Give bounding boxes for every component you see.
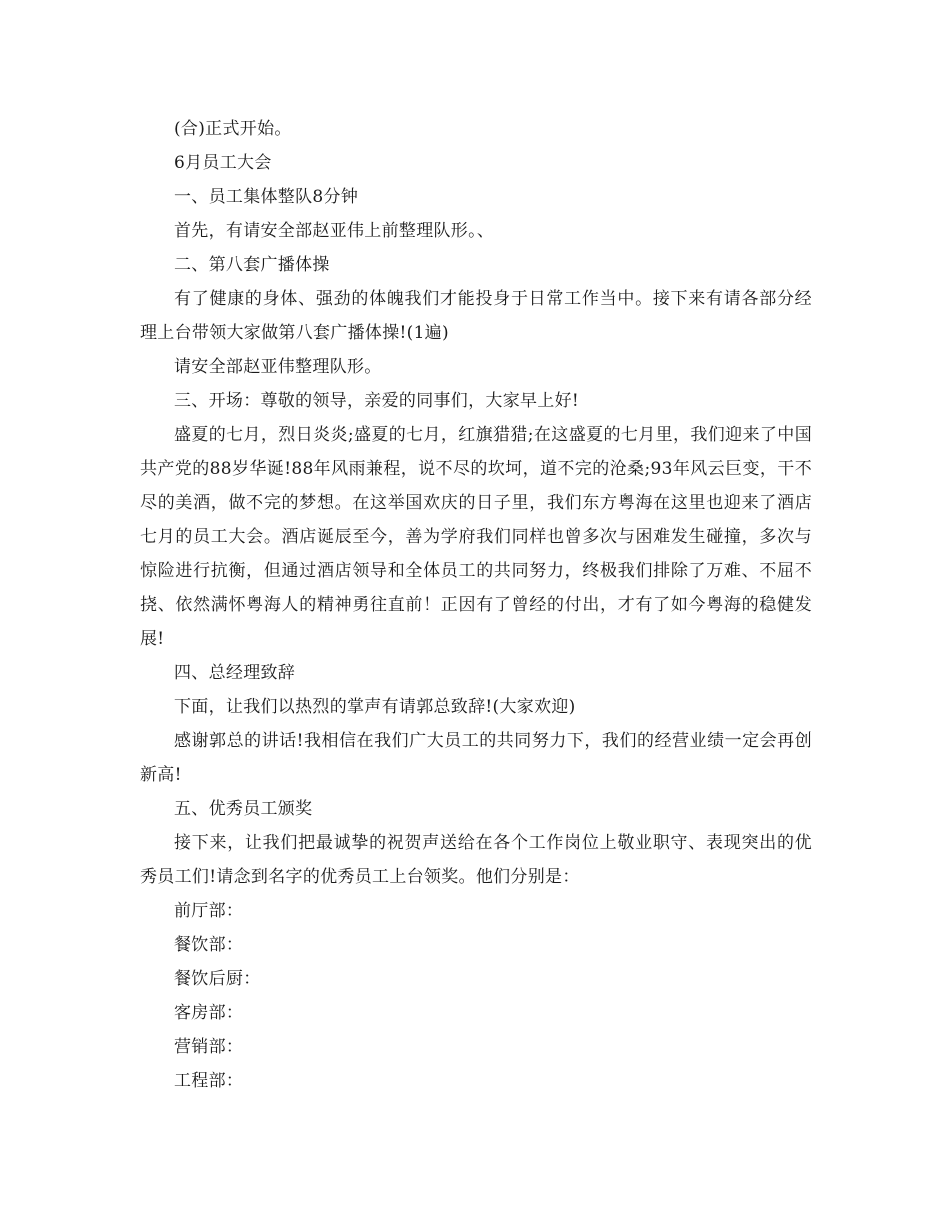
- department-line: 营销部：: [174, 1037, 244, 1057]
- paragraph: 接下来，让我们把最诚挚的祝贺声送给在各个工作岗位上敬业职守、表现突出的优秀员工们!请念到名字的优秀员工上台领奖。他们分别是：: [140, 833, 812, 887]
- paragraph: 感谢郭总的讲话!我相信在我们广大员工的共同努力下，我们的经营业绩一定会再创新高!: [140, 731, 812, 785]
- section-heading-4: 四、总经理致辞: [174, 663, 296, 683]
- department-line: 工程部：: [174, 1071, 244, 1091]
- paragraph: 有了健康的身体、强劲的体魄我们才能投身于日常工作当中。接下来有请各部分经理上台带领大家做第八套广播体操!(1遍): [140, 289, 812, 343]
- department-line: 餐饮部：: [174, 935, 244, 955]
- paragraph: 下面，让我们以热烈的掌声有请郭总致辞!(大家欢迎): [174, 697, 576, 717]
- document-body: [140, 112, 812, 1098]
- paragraph: 首先，有请安全部赵亚伟上前整理队形。、: [174, 221, 495, 241]
- section-heading-3: 三、开场：尊敬的领导，亲爱的同事们，大家早上好!: [174, 391, 580, 411]
- paragraph: 请安全部赵亚伟整理队形。: [174, 357, 382, 377]
- department-line: 客房部：: [174, 1003, 244, 1023]
- section-heading-2: 二、第八套广播体操: [174, 255, 330, 275]
- paragraph: 盛夏的七月，烈日炎炎;盛夏的七月，红旗猎猎;在这盛夏的七月里，我们迎来了中国共产党的88岁华诞!88年风雨兼程，说不尽的坎坷，道不完的沧桑;93年风云巨变，干不尽的美酒，做不完的梦想。在这举国欢庆的日子里，我们东方粤海在这里也迎来了酒店七月的员工大会。酒店诞辰至今，善为学府我们同样也曾多次与困难发生碰撞，多次与惊险进行抗衡，但通过酒店领导和全体员工的共同努力，终极我们排除了万难、不屈不挠、依然满怀粤海人的精神勇往直前！正因有了曾经的付出，才有了如今粤海的稳健发展!: [140, 425, 812, 649]
- section-heading-1: 一、员工集体整队8分钟: [174, 187, 359, 207]
- department-line: 餐饮后厨：: [174, 969, 261, 989]
- paragraph-meeting-title: 6月员工大会: [174, 153, 272, 173]
- section-heading-5: 五、优秀员工颁奖: [174, 799, 313, 819]
- department-line: 前厅部：: [174, 901, 244, 921]
- paragraph-opening: (合)正式开始。: [174, 119, 292, 139]
